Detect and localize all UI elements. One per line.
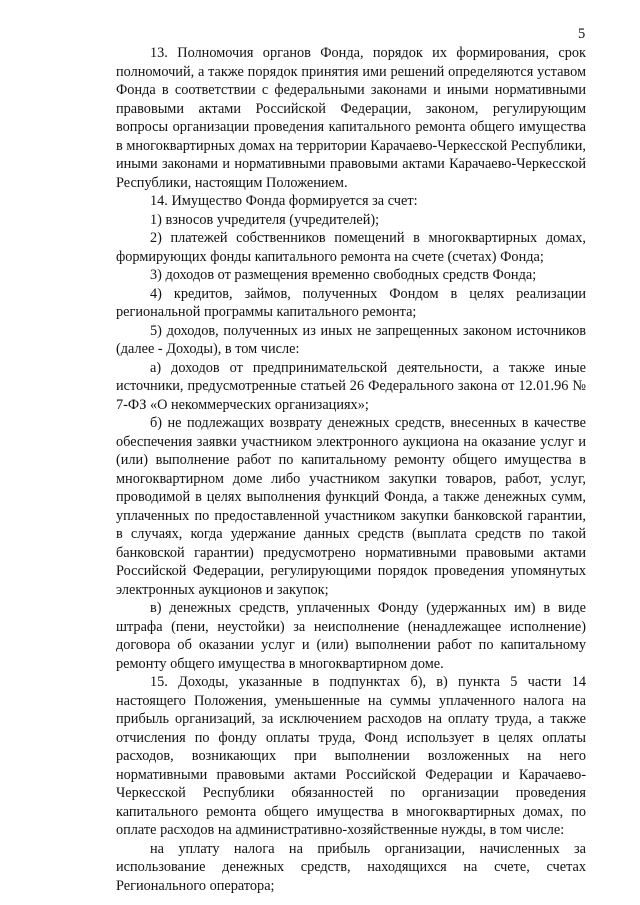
paragraph-15-item: на уплату налога на прибыль организации, начисленных за использование денежных средств, находящихся на счете, счетах Регионального оператора; xyxy=(116,840,586,894)
paragraph-14: 14. Имущество Фонда формируется за счет: xyxy=(150,193,418,209)
list-item-14-4: 4) кредитов, займов, полученных Фондом в целях реализации региональной программы капитального ремонта; xyxy=(116,285,586,320)
list-item-14-5: 5) доходов, полученных из иных не запрещенных законом источников (далее - Доходы), в том числе: xyxy=(116,322,586,357)
sub-item-a: а) доходов от предпринимательской деятельности, а также иные источники, предусмотренные статьей 26 Федерального закона от 12.01.96 № 7-ФЗ «О некоммерческих организациях»; xyxy=(116,359,586,413)
sub-item-b: б) не подлежащих возврату денежных средств, внесенных в качестве обеспечения заявки участником электронного аукциона на оказание услуг и (или) выполнение работ по капитальному ремонту общего имущества в многоквартирном доме либо участником закупки товаров, работ, услуг, проводимой в целях выполнения функций Фонда, а также денежных сумм, уплаченных по предоставленной участником закупки банковской гарантии, в случаях, когда удержание данных средств (выплата средств по такой банковской гарантии) предусмотрено нормативными правовыми актами Российской Федерации, регулирующими порядок проведения упомянутых электронных аукционов и закупок; xyxy=(116,415,586,598)
document-body xyxy=(116,44,586,895)
sub-item-v: в) денежных средств, уплаченных Фонду (удержанных им) в виде штрафа (пени, неустойки) за неисполнение (ненадлежащее исполнение) договора об оказании услуг и (или) выполнении работ по капитальному ремонту общего имущества в многоквартирном доме. xyxy=(116,600,586,672)
page-number: 5 xyxy=(578,26,586,42)
list-item-14-1: 1) взносов учредителя (учредителей); xyxy=(150,211,380,228)
list-item-14-3: 3) доходов от размещения временно свободных средств Фонда; xyxy=(150,267,537,283)
paragraph-13: 13. Полномочия органов Фонда, порядок их формирования, срок полномочий, а также порядок принятия ими решений определяются уставом Фонда в соответствии с федеральными законами и иными нормативными правовыми актами Российской Федерации, законом, регулирующим вопросы организации проведения капитального ремонта общего имущества в многоквартирных домах на территории Карачаево-Черкесской Республики, иными законами и нормативными правовыми актами Карачаево-Черкесской Республики, настоящим Положением. xyxy=(116,45,586,191)
list-item-14-2: 2) платежей собственников помещений в многоквартирных домах, формирующих фонды капитального ремонта на счете (счетах) Фонда; xyxy=(116,230,586,265)
paragraph-15: 15. Доходы, указанные в подпунктах б), в) пункта 5 части 14 настоящего Положения, уменьшенные на суммы уплаченного налога на прибыль организаций, за исключением расходов на оплату труда, а также отчисления по фонду оплаты труда, Фонд использует в целях оплаты расходов, возникающих при выполнении возложенных на него нормативными правовыми актами Российской Федерации и Карачаево-Черкесской Республики обязанностей по организации проведения капитального ремонта общего имущества в многоквартирных домах, по оплате расходов на административно-хозяйственные нужды, в том числе: xyxy=(116,674,586,838)
